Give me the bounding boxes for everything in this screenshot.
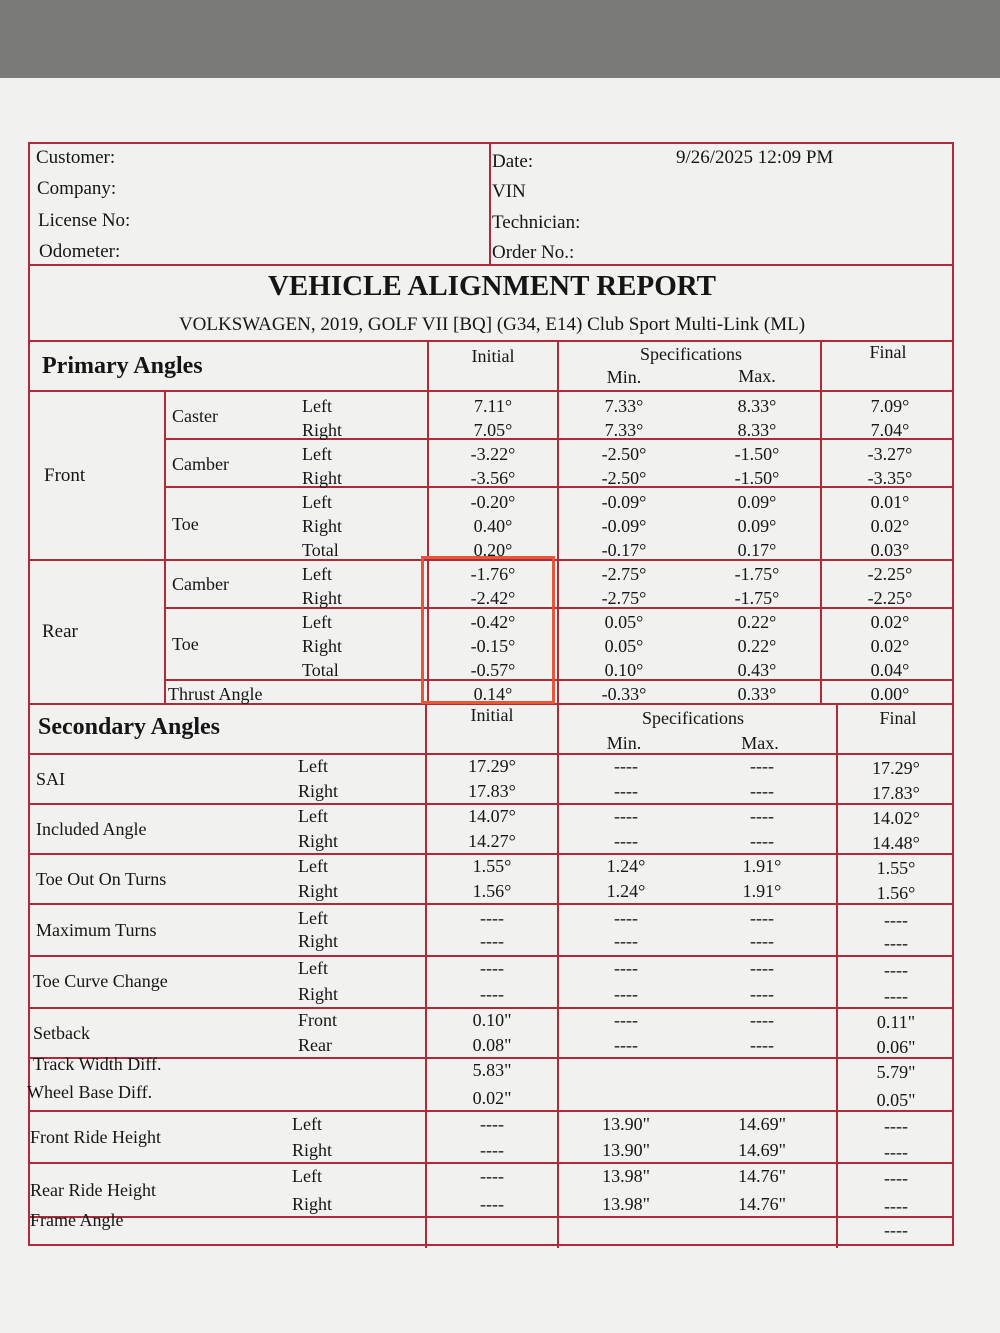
primary-max-value: -1.50° bbox=[734, 468, 780, 488]
primary-angles-heading: Primary Angles bbox=[42, 353, 203, 379]
secondary-side-label: Left bbox=[298, 806, 328, 826]
primary-final-value: 0.03° bbox=[870, 540, 910, 560]
col-line-specs bbox=[557, 340, 559, 704]
front-label: Front bbox=[44, 465, 86, 486]
secondary-final-value: 1.55° bbox=[876, 858, 916, 878]
secondary-side-label: Right bbox=[292, 1140, 333, 1160]
secondary-final-value: ---- bbox=[884, 1168, 908, 1188]
secondary-max-value: ---- bbox=[750, 831, 774, 851]
primary-initial-value: -0.57° bbox=[470, 660, 516, 680]
primary-max-value: 0.09° bbox=[737, 516, 777, 536]
primary-min-value: 0.05° bbox=[604, 636, 644, 656]
primary-initial-value: -0.20° bbox=[470, 492, 516, 512]
secondary-final-value: 0.06" bbox=[876, 1037, 916, 1057]
primary-min-value: 0.10° bbox=[604, 660, 644, 680]
primary-initial-value: -0.15° bbox=[470, 636, 516, 656]
primary-side-label: Right bbox=[302, 468, 343, 488]
secondary-min-value: 13.98" bbox=[602, 1166, 650, 1186]
secondary-initial-header: Initial bbox=[470, 705, 514, 725]
row-rule bbox=[30, 1216, 954, 1218]
primary-side-label: Right bbox=[302, 588, 343, 608]
primary-min-value: -2.50° bbox=[601, 468, 647, 488]
secondary-final-value: 17.83° bbox=[872, 783, 920, 803]
secondary-initial-value: ---- bbox=[480, 1114, 504, 1134]
primary-final-value: 0.04° bbox=[870, 660, 910, 680]
secondary-side-label: Left bbox=[298, 756, 328, 776]
secondary-min-value: ---- bbox=[614, 756, 638, 776]
secondary-initial-value: ---- bbox=[480, 958, 504, 978]
secondary-initial-value: ---- bbox=[480, 1194, 504, 1214]
secondary-side-label: Right bbox=[298, 984, 339, 1004]
primary-max-value: -1.75° bbox=[734, 588, 780, 608]
secondary-side-label: Left bbox=[292, 1166, 322, 1186]
primary-final-value: 0.00° bbox=[870, 684, 910, 704]
secondary-side-label: Front bbox=[298, 1010, 338, 1030]
primary-group-label: Toe bbox=[172, 634, 199, 654]
primary-initial-header: Initial bbox=[471, 346, 515, 366]
row-rule bbox=[30, 1007, 954, 1009]
primary-final-value: -3.35° bbox=[867, 468, 913, 488]
secondary-initial-value: 0.08" bbox=[472, 1035, 512, 1055]
secondary-side-label: Right bbox=[292, 1194, 333, 1214]
secondary-final-value: 5.79" bbox=[876, 1062, 916, 1082]
secondary-final-value: 1.56° bbox=[876, 883, 916, 903]
primary-group-label: Caster bbox=[172, 406, 218, 426]
primary-final-header: Final bbox=[869, 342, 907, 362]
primary-side-label: Left bbox=[302, 396, 332, 416]
secondary-row-label: Track Width Diff. bbox=[33, 1054, 162, 1074]
col-line-initial-secondary bbox=[425, 703, 427, 1248]
secondary-final-header: Final bbox=[879, 708, 917, 728]
secondary-min-value: ---- bbox=[614, 781, 638, 801]
secondary-initial-value: 14.07° bbox=[468, 806, 516, 826]
technician-label: Technician: bbox=[492, 212, 581, 233]
primary-min-value: -0.33° bbox=[601, 684, 647, 704]
secondary-min-value: 1.24° bbox=[606, 856, 646, 876]
primary-initial-value: -0.42° bbox=[470, 612, 516, 632]
secondary-final-value: 14.02° bbox=[872, 808, 920, 828]
secondary-side-label: Left bbox=[298, 908, 328, 928]
secondary-angles-heading: Secondary Angles bbox=[38, 714, 221, 740]
secondary-initial-value: ---- bbox=[480, 1166, 504, 1186]
secondary-row-label: SAI bbox=[36, 768, 66, 789]
primary-initial-value: -1.76° bbox=[470, 564, 516, 584]
highlight-box bbox=[421, 556, 555, 704]
primary-side-label: Right bbox=[302, 516, 343, 536]
secondary-row-label: Frame Angle bbox=[30, 1210, 124, 1230]
primary-group-label: Camber bbox=[172, 454, 229, 474]
secondary-initial-value: 1.55° bbox=[472, 856, 512, 876]
secondary-max-value: ---- bbox=[750, 756, 774, 776]
primary-final-value: 0.02° bbox=[870, 636, 910, 656]
secondary-side-label: Left bbox=[298, 958, 328, 978]
vehicle-description: VOLKSWAGEN, 2019, GOLF VII [BQ] (G34, E14) Club Sport Multi-Link (ML) bbox=[178, 314, 806, 335]
secondary-initial-value: 5.83" bbox=[472, 1060, 512, 1080]
secondary-specs-header: Specifications bbox=[642, 708, 744, 728]
primary-side-label: Left bbox=[302, 492, 332, 512]
row-rule bbox=[30, 1162, 954, 1164]
secondary-min-value: ---- bbox=[614, 806, 638, 826]
secondary-max-value: 14.76" bbox=[738, 1194, 786, 1214]
secondary-header-rule bbox=[30, 753, 954, 755]
secondary-max-value: 1.91° bbox=[742, 856, 782, 876]
secondary-min-value: ---- bbox=[614, 958, 638, 978]
secondary-row-label: Toe Curve Change bbox=[33, 971, 168, 991]
secondary-min-value: ---- bbox=[614, 1035, 638, 1055]
secondary-initial-value: ---- bbox=[480, 984, 504, 1004]
primary-initial-value: -3.22° bbox=[470, 444, 516, 464]
secondary-max-value: ---- bbox=[750, 908, 774, 928]
secondary-min-value: 13.90" bbox=[602, 1140, 650, 1160]
primary-initial-value: 0.14° bbox=[473, 684, 513, 704]
secondary-row-label: Included Angle bbox=[36, 818, 147, 839]
secondary-max-header: Max. bbox=[741, 733, 779, 753]
primary-min-value: -2.75° bbox=[601, 564, 647, 584]
secondary-max-value: ---- bbox=[750, 984, 774, 1004]
primary-final-value: 7.09° bbox=[870, 396, 910, 416]
secondary-final-value: 0.11" bbox=[876, 1012, 916, 1032]
secondary-min-value: 13.98" bbox=[602, 1194, 650, 1214]
primary-max-value: -1.75° bbox=[734, 564, 780, 584]
primary-min-value: 7.33° bbox=[604, 396, 644, 416]
secondary-side-label: Right bbox=[298, 781, 339, 801]
order-label: Order No.: bbox=[492, 242, 575, 263]
primary-group-label: Camber bbox=[172, 574, 229, 594]
report-title: VEHICLE ALIGNMENT REPORT bbox=[267, 270, 717, 302]
primary-side-label: Right bbox=[302, 636, 343, 656]
date-value: 9/26/2025 12:09 PM bbox=[676, 147, 834, 168]
secondary-final-value: ---- bbox=[884, 986, 908, 1006]
secondary-final-value: ---- bbox=[884, 1220, 908, 1240]
secondary-side-label: Left bbox=[298, 856, 328, 876]
primary-max-header: Max. bbox=[738, 366, 776, 386]
col-line-specs-secondary bbox=[557, 703, 559, 1248]
primary-specs-header: Specifications bbox=[640, 344, 742, 364]
primary-min-value: 7.33° bbox=[604, 420, 644, 440]
primary-final-value: -2.25° bbox=[867, 564, 913, 584]
secondary-min-value: ---- bbox=[614, 984, 638, 1004]
primary-final-value: -3.27° bbox=[867, 444, 913, 464]
secondary-initial-value: ---- bbox=[480, 1140, 504, 1160]
primary-final-value: 0.02° bbox=[870, 612, 910, 632]
primary-side-label: Left bbox=[302, 564, 332, 584]
secondary-final-value: ---- bbox=[884, 933, 908, 953]
primary-group-label: Thrust Angle bbox=[168, 684, 263, 704]
secondary-final-value: ---- bbox=[884, 1142, 908, 1162]
secondary-min-value: 1.24° bbox=[606, 881, 646, 901]
primary-min-value: -0.17° bbox=[601, 540, 647, 560]
primary-initial-value: 7.11° bbox=[473, 396, 513, 416]
secondary-row-label: Front Ride Height bbox=[30, 1127, 161, 1147]
row-rule bbox=[30, 853, 954, 855]
primary-min-value: -0.09° bbox=[601, 516, 647, 536]
company-label: Company: bbox=[37, 178, 117, 199]
primary-side-label: Right bbox=[302, 420, 343, 440]
primary-final-value: -2.25° bbox=[867, 588, 913, 608]
primary-side-label: Total bbox=[302, 660, 339, 680]
secondary-min-header: Min. bbox=[606, 733, 642, 753]
header-bottom-rule bbox=[30, 264, 954, 266]
header-divider bbox=[489, 144, 491, 266]
odometer-label: Odometer: bbox=[39, 241, 121, 262]
primary-max-value: 0.09° bbox=[737, 492, 777, 512]
row-rule bbox=[30, 903, 954, 905]
secondary-min-value: 13.90" bbox=[602, 1114, 650, 1134]
primary-max-value: 0.22° bbox=[737, 612, 777, 632]
primary-group-label: Toe bbox=[172, 514, 199, 534]
secondary-initial-value: ---- bbox=[480, 931, 504, 951]
secondary-initial-value: 0.10" bbox=[472, 1010, 512, 1030]
customer-label: Customer: bbox=[36, 147, 116, 168]
secondary-max-value: ---- bbox=[750, 1010, 774, 1030]
secondary-final-value: ---- bbox=[884, 1196, 908, 1216]
primary-min-value: -2.50° bbox=[601, 444, 647, 464]
secondary-min-value: ---- bbox=[614, 831, 638, 851]
primary-initial-value: 0.40° bbox=[473, 516, 513, 536]
primary-side-label: Left bbox=[302, 444, 332, 464]
primary-initial-value: -3.56° bbox=[470, 468, 516, 488]
secondary-max-value: ---- bbox=[750, 806, 774, 826]
primary-initial-value: 0.20° bbox=[473, 540, 513, 560]
secondary-max-value: ---- bbox=[750, 781, 774, 801]
primary-initial-value: 7.05° bbox=[473, 420, 513, 440]
col-line-final bbox=[820, 340, 822, 704]
secondary-max-value: 1.91° bbox=[742, 881, 782, 901]
secondary-final-value: ---- bbox=[884, 1116, 908, 1136]
primary-side-label: Left bbox=[302, 612, 332, 632]
secondary-min-value: ---- bbox=[614, 908, 638, 928]
title-bottom-rule bbox=[30, 340, 954, 342]
secondary-initial-value: ---- bbox=[480, 908, 504, 928]
secondary-initial-value: 0.02" bbox=[472, 1088, 512, 1108]
date-label: Date: bbox=[492, 151, 534, 172]
secondary-initial-value: 1.56° bbox=[472, 881, 512, 901]
secondary-max-value: 14.76" bbox=[738, 1166, 786, 1186]
secondary-row-label: Rear Ride Height bbox=[30, 1180, 156, 1200]
secondary-max-value: ---- bbox=[750, 1035, 774, 1055]
secondary-final-value: 0.05" bbox=[876, 1090, 916, 1110]
primary-max-value: 8.33° bbox=[737, 420, 777, 440]
secondary-row-label: Wheel Base Diff. bbox=[27, 1082, 153, 1102]
secondary-row-label: Maximum Turns bbox=[36, 919, 157, 940]
primary-initial-value: -2.42° bbox=[470, 588, 516, 608]
row-rule bbox=[30, 955, 954, 957]
secondary-min-value: ---- bbox=[614, 1010, 638, 1030]
secondary-row-label: Toe Out On Turns bbox=[36, 868, 167, 889]
primary-min-value: 0.05° bbox=[604, 612, 644, 632]
secondary-final-value: 14.48° bbox=[872, 833, 920, 853]
secondary-max-value: 14.69" bbox=[738, 1114, 786, 1134]
primary-max-value: 0.17° bbox=[737, 540, 777, 560]
primary-max-value: -1.50° bbox=[734, 444, 780, 464]
vin-label: VIN bbox=[492, 181, 526, 202]
primary-final-value: 7.04° bbox=[870, 420, 910, 440]
primary-max-value: 0.22° bbox=[737, 636, 777, 656]
primary-min-value: -0.09° bbox=[601, 492, 647, 512]
secondary-max-value: ---- bbox=[750, 958, 774, 978]
secondary-initial-value: 14.27° bbox=[468, 831, 516, 851]
secondary-final-value: 17.29° bbox=[872, 758, 920, 778]
secondary-side-label: Rear bbox=[298, 1035, 332, 1055]
primary-final-value: 0.01° bbox=[870, 492, 910, 512]
secondary-max-value: ---- bbox=[750, 931, 774, 951]
row-rule bbox=[30, 803, 954, 805]
license-label: License No: bbox=[38, 210, 131, 231]
primary-max-value: 8.33° bbox=[737, 396, 777, 416]
secondary-final-value: ---- bbox=[884, 960, 908, 980]
secondary-side-label: Right bbox=[298, 881, 339, 901]
secondary-final-value: ---- bbox=[884, 910, 908, 930]
primary-side-label: Total bbox=[302, 540, 339, 560]
col-line-final-secondary bbox=[836, 703, 838, 1248]
primary-max-value: 0.43° bbox=[737, 660, 777, 680]
rear-label: Rear bbox=[42, 621, 78, 642]
row-rule bbox=[30, 1110, 954, 1112]
secondary-row-label: Setback bbox=[33, 1022, 90, 1043]
primary-final-value: 0.02° bbox=[870, 516, 910, 536]
secondary-max-value: 14.69" bbox=[738, 1140, 786, 1160]
primary-header-rule bbox=[30, 390, 954, 392]
secondary-min-value: ---- bbox=[614, 931, 638, 951]
secondary-side-label: Left bbox=[292, 1114, 322, 1134]
primary-max-value: 0.33° bbox=[737, 684, 777, 704]
row-rule bbox=[30, 1057, 954, 1059]
secondary-side-label: Right bbox=[298, 831, 339, 851]
secondary-initial-value: 17.29° bbox=[468, 756, 516, 776]
primary-min-value: -2.75° bbox=[601, 588, 647, 608]
secondary-side-label: Right bbox=[298, 931, 339, 951]
secondary-initial-value: 17.83° bbox=[468, 781, 516, 801]
primary-min-header: Min. bbox=[606, 367, 642, 387]
